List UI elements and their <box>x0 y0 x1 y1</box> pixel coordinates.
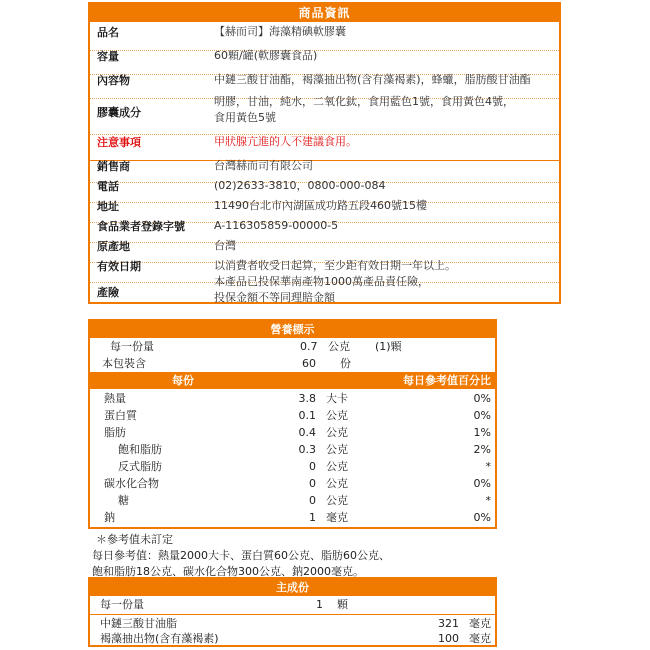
per-serving-header: 每份 <box>172 374 194 387</box>
nutrient-row <box>90 509 495 526</box>
info-label: 內容物 <box>97 74 130 87</box>
serving-row <box>90 338 495 355</box>
serving-note: (1)顆 <box>375 340 402 353</box>
info-label: 膠囊成分 <box>97 106 141 119</box>
caution-label: 注意事項 <box>97 136 141 149</box>
nutrient-name: 熱量 <box>104 392 126 405</box>
info-label: 品名 <box>97 26 119 39</box>
nutrient-amount: 0.3 <box>298 443 316 456</box>
ingredient-amount: 321 <box>438 617 459 630</box>
nutrient-row <box>90 390 495 407</box>
info-label: 原產地 <box>97 240 130 253</box>
serving-unit: 公克 <box>328 340 350 353</box>
nutrient-name: 飽和脂肪 <box>118 443 162 456</box>
nutrient-pct: 0% <box>473 477 491 490</box>
nutrient-row <box>90 441 495 458</box>
info-value: 台灣 <box>214 239 236 252</box>
info-value: 【赫而司】海藻精碘軟膠囊 <box>214 25 346 38</box>
nutrient-name: 碳水化合物 <box>104 477 159 490</box>
nutrient-amount: 0 <box>309 494 316 507</box>
nutrient-name: 鈉 <box>104 511 115 524</box>
nutrition-card <box>88 319 497 529</box>
nutrient-amount: 1 <box>309 511 316 524</box>
ingredients-card <box>88 577 497 647</box>
ingredient-name: 褐藻抽出物(含有藻褐素) <box>100 632 219 645</box>
nutrition-column-header <box>90 372 495 389</box>
caution-value: 甲狀腺亢進的人不建議食用。 <box>214 135 357 148</box>
ingredients-title: 主成份 <box>90 579 495 596</box>
ingredient-row <box>90 630 495 647</box>
ingredient-unit: 毫克 <box>469 632 491 645</box>
nutrient-pct: 0% <box>473 511 491 524</box>
info-value-line2: 食用黃色5號 <box>214 111 276 124</box>
serving-amount: 0.7 <box>300 340 318 353</box>
nutrient-amount: 0.4 <box>298 426 316 439</box>
nutrient-pct: 2% <box>473 443 491 456</box>
nutrient-row <box>90 492 495 509</box>
ingredients-serving-label: 每一份量 <box>100 598 144 611</box>
note-line: 飽和脂肪18公克、碳水化合物300公克、鈉2000毫克。 <box>92 565 364 578</box>
info-label: 電話 <box>97 180 119 193</box>
nutrient-pct: 1% <box>473 426 491 439</box>
package-unit: 份 <box>340 357 351 370</box>
nutrient-unit: 毫克 <box>326 511 348 524</box>
info-label: 銷售商 <box>97 160 130 173</box>
info-value: 60顆/罐(軟膠囊食品) <box>214 49 318 62</box>
nutrition-notes <box>92 532 390 580</box>
info-label: 容量 <box>97 50 119 63</box>
info-value: (02)2633-3810，0800-000-084 <box>214 179 386 192</box>
info-label: 食品業者登錄字號 <box>97 220 185 233</box>
info-value: A-116305859-00000-5 <box>214 219 339 232</box>
nutrient-unit: 公克 <box>326 460 348 473</box>
nutrient-row <box>90 475 495 492</box>
nutrient-pct: 0% <box>473 409 491 422</box>
nutrient-pct: * <box>485 494 491 507</box>
daily-value-header: 每日參考值百分比 <box>403 374 491 387</box>
nutrient-name: 反式脂肪 <box>118 460 162 473</box>
nutrient-unit: 公克 <box>326 409 348 422</box>
nutrient-name: 蛋白質 <box>104 409 137 422</box>
ingredients-serving-unit: 顆 <box>337 598 348 611</box>
info-label: 產險 <box>97 286 119 299</box>
nutrient-amount: 3.8 <box>298 392 316 405</box>
nutrient-name: 脂肪 <box>104 426 126 439</box>
info-value: 本產品已投保華南產物1000萬產品責任險， <box>214 275 429 288</box>
package-amount: 60 <box>302 357 316 370</box>
nutrient-unit: 公克 <box>326 443 348 456</box>
info-value: 台灣赫而司有限公司 <box>214 159 313 172</box>
nutrient-row <box>90 458 495 475</box>
note-line: ＊參考值未訂定 <box>96 533 173 546</box>
nutrient-pct: * <box>485 460 491 473</box>
info-value: 明膠，甘油，純水，二氧化鈦，食用藍色1號，食用黃色4號， <box>214 95 514 108</box>
product-info-card <box>88 2 561 304</box>
nutrient-unit: 公克 <box>326 477 348 490</box>
info-value: 以消費者收受日起算，至少距有效日期一年以上。 <box>214 259 456 272</box>
nutrient-row <box>90 407 495 424</box>
serving-label: 每一份量 <box>110 340 154 353</box>
note-line: 每日參考值：熱量2000大卡、蛋白質60公克、脂肪60公克、 <box>92 549 390 562</box>
ingredients-serving-row <box>90 596 495 613</box>
nutrient-amount: 0.1 <box>298 409 316 422</box>
ingredient-unit: 毫克 <box>469 617 491 630</box>
package-label: 本包裝含 <box>102 357 146 370</box>
nutrition-title: 營養標示 <box>90 321 495 338</box>
info-value-line2: 投保金額不等同理賠金額 <box>214 291 335 304</box>
product-info-title: 商品資訊 <box>90 4 559 22</box>
info-value: 11490台北市內湖區成功路五段460號15樓 <box>214 199 427 212</box>
package-row <box>90 355 495 372</box>
nutrient-amount: 0 <box>309 477 316 490</box>
ingredient-amount: 100 <box>438 632 459 645</box>
nutrient-amount: 0 <box>309 460 316 473</box>
nutrient-pct: 0% <box>473 392 491 405</box>
nutrient-name: 糖 <box>118 494 129 507</box>
nutrient-unit: 大卡 <box>326 392 348 405</box>
ingredient-name: 中鏈三酸甘油脂 <box>100 617 177 630</box>
info-label: 有效日期 <box>97 260 141 273</box>
nutrient-row <box>90 424 495 441</box>
info-value: 中鏈三酸甘油酯，褐藻抽出物(含有藻褐素)，蜂蠟，脂肪酸甘油酯 <box>214 73 531 86</box>
nutrient-unit: 公克 <box>326 426 348 439</box>
ingredients-serving-amount: 1 <box>316 598 323 611</box>
nutrient-unit: 公克 <box>326 494 348 507</box>
info-label: 地址 <box>97 200 119 213</box>
